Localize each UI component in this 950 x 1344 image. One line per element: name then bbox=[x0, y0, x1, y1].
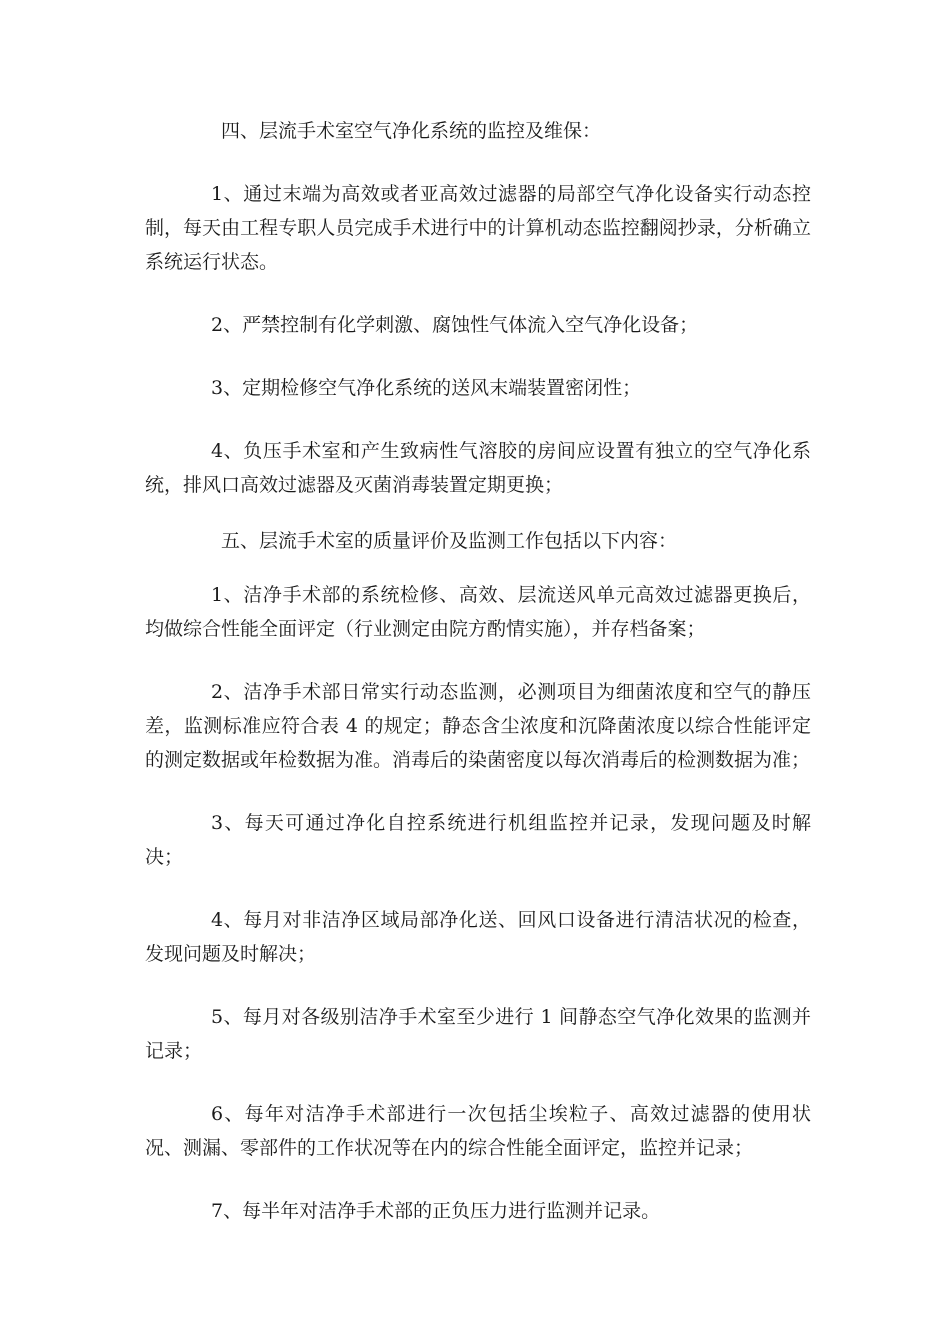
section-heading-4: 四、层流手术室空气净化系统的监控及维保： bbox=[221, 120, 602, 142]
section-4-item-1: 1、通过末端为高效或者亚高效过滤器的局部空气净化设备实行动态控制，每天由工程专职人员完成手术进行中的计算机动态监控翻阅抄录，分析确立系统运行状态。 bbox=[145, 183, 811, 273]
section-5-item-5: 5、每月对各级别洁净手术室至少进行 1 间静态空气净化效果的监测并记录； bbox=[145, 1006, 811, 1062]
section-5-item-3: 3、每天可通过净化自控系统进行机组监控并记录，发现问题及时解决； bbox=[145, 812, 811, 868]
section-5-item-4: 4、每月对非洁净区域局部净化送、回风口设备进行清洁状况的检查，发现问题及时解决； bbox=[145, 909, 811, 965]
section-heading-5: 五、层流手术室的质量评价及监测工作包括以下内容： bbox=[221, 530, 678, 552]
section-5-item-7: 7、每半年对洁净手术部的正负压力进行监测并记录。 bbox=[211, 1200, 661, 1222]
section-5-item-2: 2、洁净手术部日常实行动态监测，必测项目为细菌浓度和空气的静压差，监测标准应符合表 4 的规定；静态含尘浓度和沉降菌浓度以综合性能评定的测定数据或年检数据为准。消毒后的染菌密度以每次消毒后的检测数据为准； bbox=[145, 681, 811, 771]
section-5-item-6: 6、每年对洁净手术部进行一次包括尘埃粒子、高效过滤器的使用状况、测漏、零部件的工作状况等在内的综合性能全面评定，监控并记录； bbox=[145, 1103, 811, 1159]
section-4-item-3: 3、定期检修空气净化系统的送风末端装置密闭性； bbox=[211, 377, 642, 399]
section-5-item-1: 1、洁净手术部的系统检修、高效、层流送风单元高效过滤器更换后，均做综合性能全面评定（行业测定由院方酌情实施），并存档备案； bbox=[145, 584, 811, 640]
section-4-item-4: 4、负压手术室和产生致病性气溶胶的房间应设置有独立的空气净化系统，排风口高效过滤器及灭菌消毒装置定期更换； bbox=[145, 440, 811, 496]
document-body bbox=[145, 114, 811, 1228]
section-4-item-2: 2、严禁控制有化学刺激、腐蚀性气体流入空气净化设备； bbox=[211, 314, 699, 336]
